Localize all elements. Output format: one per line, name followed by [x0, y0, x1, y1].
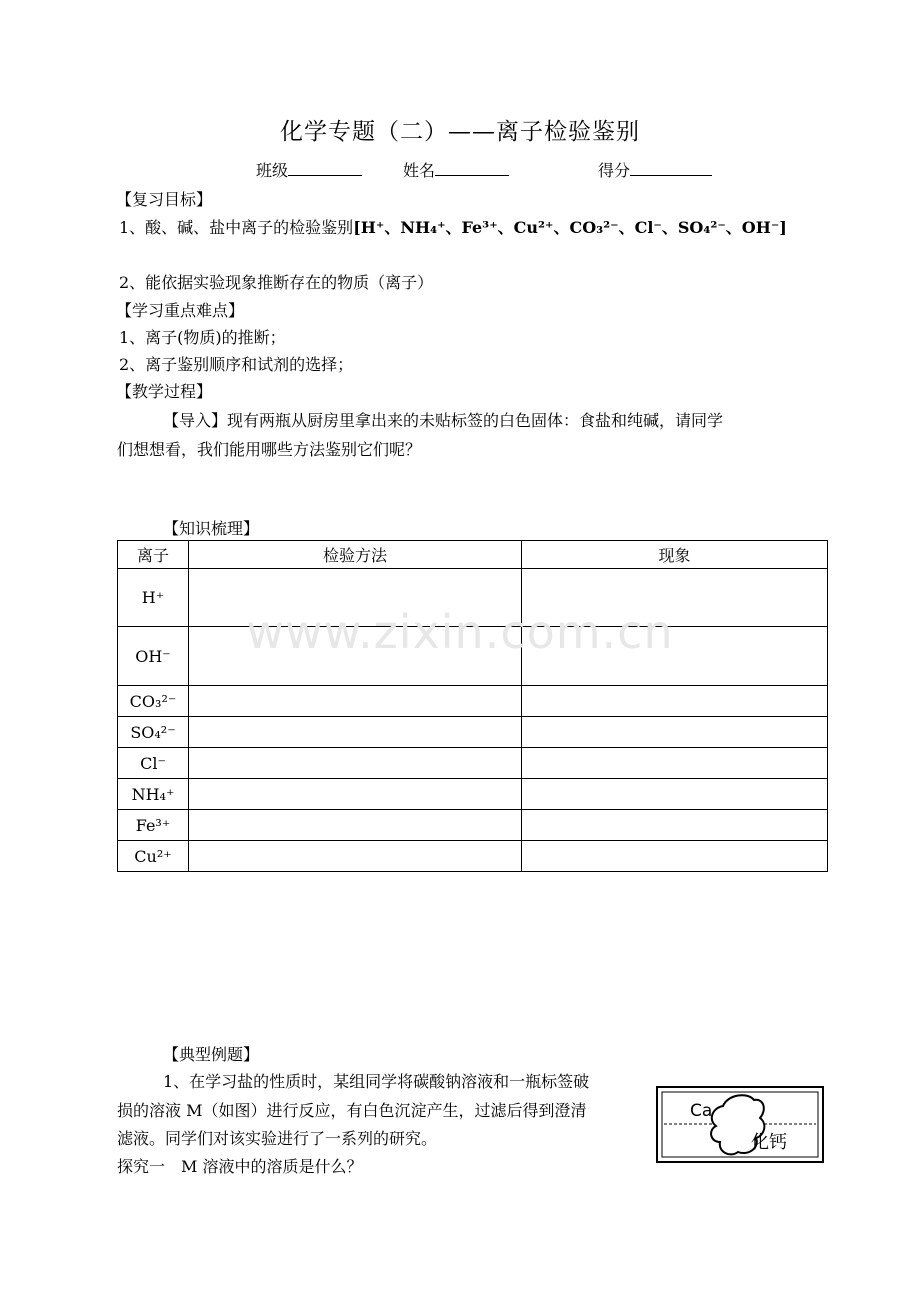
method-cell[interactable]: [189, 748, 522, 779]
ion-cell: Cu²⁺: [118, 841, 189, 872]
ion-cell: H⁺: [118, 569, 189, 627]
ion-cell: OH⁻: [118, 627, 189, 686]
phenomenon-cell[interactable]: [522, 717, 828, 748]
class-label: 班级: [256, 161, 289, 180]
method-cell[interactable]: [189, 810, 522, 841]
process-heading: 【教学过程】: [116, 382, 213, 401]
ion-cell: SO₄²⁻: [118, 717, 189, 748]
question-1-line-2: 损的溶液 M（如图）进行反应，有白色沉淀产生，过滤后得到澄清: [117, 1101, 587, 1120]
watermark: www.zixin.com.cn: [246, 605, 674, 659]
ion-cell: NH₄⁺: [118, 779, 189, 810]
intro-line-1: 【导入】现有两瓶从厨房里拿出来的未贴标签的白色固体：食盐和纯碱，请同学: [163, 411, 724, 430]
method-cell[interactable]: [189, 717, 522, 748]
phenomenon-cell[interactable]: [522, 748, 828, 779]
score-label: 得分: [598, 161, 631, 180]
phenomenon-cell[interactable]: [522, 779, 828, 810]
key-point-1: 1、离子(物质)的推断；: [119, 328, 286, 347]
review-goal-1: [119, 215, 824, 241]
column-header-ion: 离子: [118, 541, 189, 569]
ion-test-table: [117, 540, 828, 872]
question-1-line-3: 滤液。同学们对该实验进行了一系列的研究。: [117, 1129, 438, 1148]
table-row: [118, 717, 828, 748]
name-field: [403, 158, 509, 181]
table-row: [118, 841, 828, 872]
phenomenon-cell[interactable]: [522, 841, 828, 872]
torn-label-figure: [656, 1086, 824, 1163]
key-points-heading: 【学习重点难点】: [116, 301, 245, 320]
ion-cell: Cl⁻: [118, 748, 189, 779]
ion-cell: Fe³⁺: [118, 810, 189, 841]
page-title: 化学专题（二）——离子检验鉴别: [280, 119, 640, 145]
ion-cell: CO₃²⁻: [118, 686, 189, 717]
review-heading: 【复习目标】: [116, 190, 213, 209]
torn-label-drawing: [656, 1086, 824, 1163]
key-point-2: 2、离子鉴别顺序和试剂的选择；: [119, 355, 354, 374]
score-blank: [630, 159, 712, 176]
examples-heading: 【典型例题】: [163, 1045, 260, 1064]
table-row: [118, 779, 828, 810]
column-header-phenomenon: 现象: [522, 541, 828, 569]
review-goal-2: 2、能依据实验现象推断存在的物质（离子）: [119, 273, 434, 292]
phenomenon-cell[interactable]: [522, 686, 828, 717]
question-1-line-1: 1、在学习盐的性质时，某组同学将碳酸钠溶液和一瓶标签破: [163, 1072, 590, 1091]
table-row: [118, 810, 828, 841]
label-text-right: 化钙: [751, 1132, 787, 1153]
review-goal-1-text: 1、酸、碱、盐中离子的检验鉴别: [119, 218, 354, 237]
method-cell[interactable]: [189, 779, 522, 810]
phenomenon-cell[interactable]: [522, 810, 828, 841]
intro-line-2: 们想想看，我们能用哪些方法鉴别它们呢？: [117, 440, 422, 459]
table-header-row: [118, 541, 828, 569]
class-blank: [288, 159, 362, 176]
name-label: 姓名: [403, 161, 436, 180]
table-row: [118, 686, 828, 717]
table-row: [118, 748, 828, 779]
knowledge-heading: 【知识梳理】: [163, 519, 260, 538]
score-field: [598, 158, 712, 181]
method-cell[interactable]: [189, 841, 522, 872]
method-cell[interactable]: [189, 686, 522, 717]
label-text-left: Ca: [690, 1101, 713, 1121]
class-field: [256, 158, 362, 181]
explore-1: 探究一 M 溶液中的溶质是什么？: [117, 1157, 363, 1176]
review-goal-1-ions: [H⁺、NH₄⁺、Fe³⁺、Cu²⁺、CO₃²⁻、Cl⁻、SO₄²⁻、OH⁻]: [353, 218, 787, 237]
name-blank: [435, 159, 509, 176]
column-header-method: 检验方法: [189, 541, 522, 569]
